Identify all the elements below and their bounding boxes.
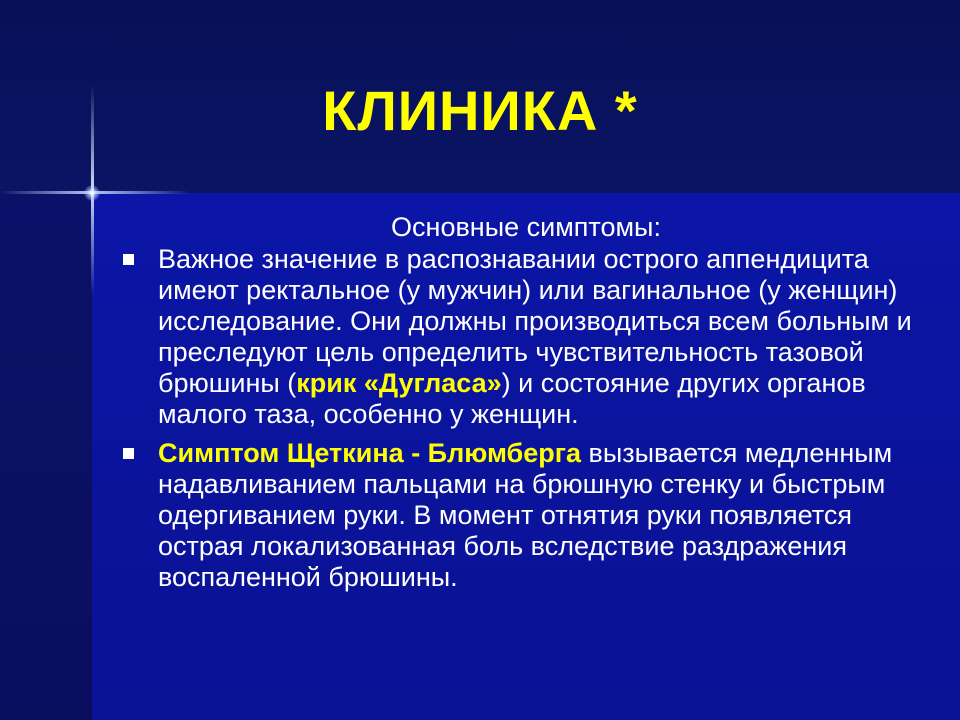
bullet-square-icon — [123, 254, 134, 265]
sparkle-icon — [84, 185, 100, 201]
bullet-text: вызывается медленным надавливанием пальцами на брюшную стенку и быстрым одергиванием руки. В момент отнятия руки появляется острая локализованная боль вследствие раздражения воспаленной брюшины. — [158, 438, 893, 592]
subtitle: Основные симптомы: — [391, 212, 661, 242]
left-band — [0, 193, 92, 720]
highlighted-term: крик «Дугласа» — [296, 368, 502, 398]
bullet-list — [120, 244, 940, 601]
bullet-text: ) и состояние других органов малого таза, особенно у женщин. — [158, 368, 866, 429]
highlighted-term: Симптом Щеткина - Блюмберга — [158, 438, 582, 468]
bullet-item — [120, 244, 940, 430]
bullet-text: Важное значение в распознавании острого аппендицита имеют ректальное (у мужчин) или вагинальное (у женщин) исследование. Они должны производиться всем больным и преследуют цель определить чувствительность тазовой брюшины ( — [158, 244, 912, 398]
slide-title: КЛИНИКА * — [322, 79, 638, 142]
bullet-square-icon — [123, 448, 134, 459]
bullet-item — [120, 438, 940, 593]
